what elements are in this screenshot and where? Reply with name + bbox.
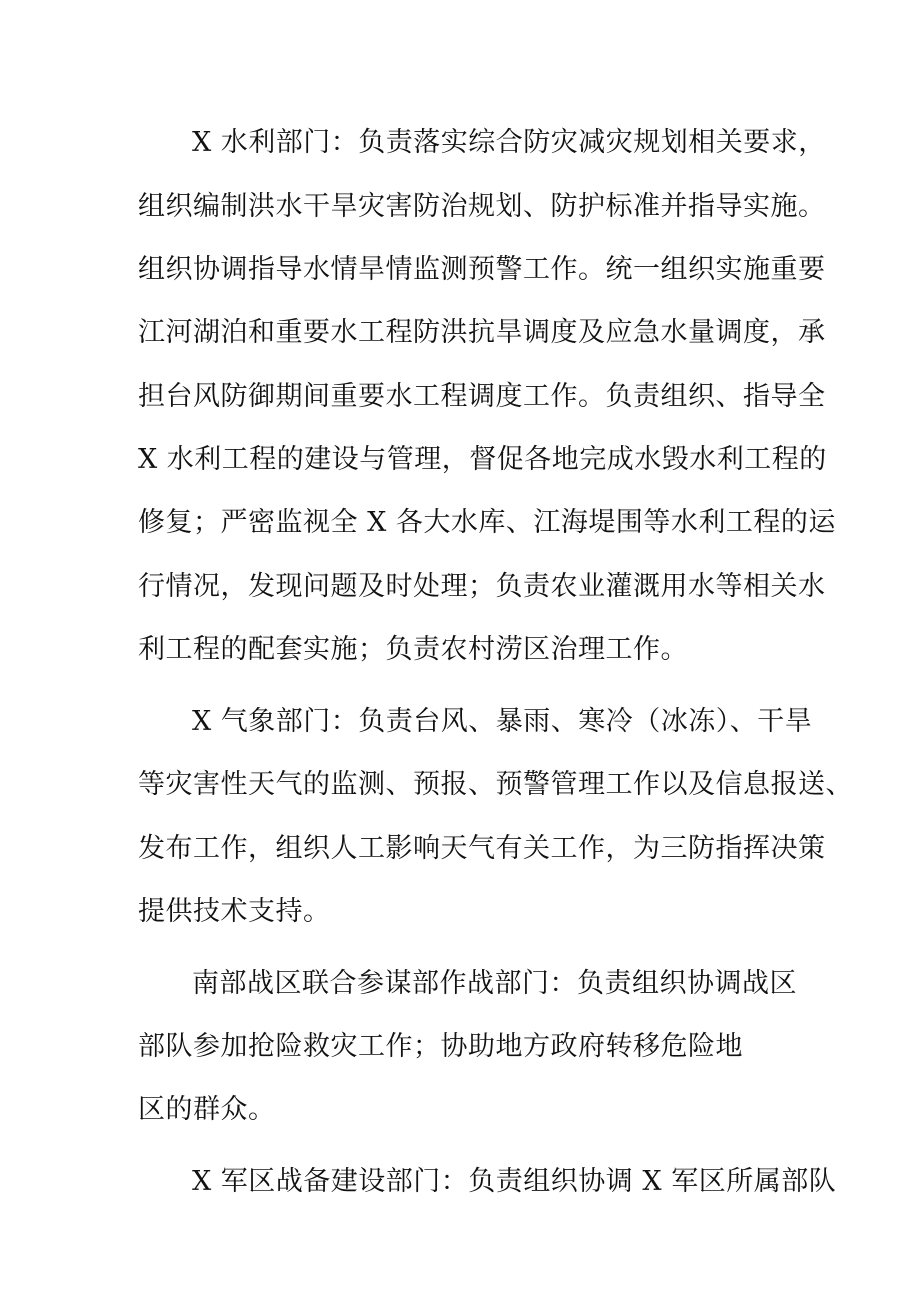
- paragraph-1-line-3: 组织协调指导水情旱情监测预警工作。统一组织实施重要: [138, 254, 826, 285]
- paragraph-2-line-2: 等灾害性天气的监测、预报、预警管理工作以及信息报送、: [138, 769, 853, 800]
- paragraph-3-line-3: 区的群众。: [138, 1094, 276, 1125]
- paragraph-1-line-6: X 水利工程的建设与管理，督促各地完成水毁水利工程的: [138, 444, 827, 475]
- paragraph-1-line-9: 利工程的配套实施；负责农村涝区治理工作。: [138, 634, 688, 665]
- paragraph-1-line-1: X 水利部门：负责落实综合防灾减灾规划相关要求，: [192, 127, 826, 158]
- paragraph-1-line-4: 江河湖泊和重要水工程防洪抗旱调度及应急水量调度，承: [138, 317, 826, 348]
- paragraph-2-line-3: 发布工作，组织人工影响天气有关工作，为三防指挥决策: [138, 833, 826, 864]
- paragraph-3-line-2: 部队参加抢险救灾工作；协助地方政府转移危险地: [138, 1031, 743, 1062]
- paragraph-4-line-1: X 军区战备建设部门：负责组织协调 X 军区所属部队: [192, 1166, 837, 1197]
- paragraph-1-line-5: 担台风防御期间重要水工程调度工作。负责组织、指导全: [138, 381, 826, 412]
- paragraph-1-line-8: 行情况，发现问题及时处理；负责农业灌溉用水等相关水: [138, 571, 826, 602]
- paragraph-3-line-1: 南部战区联合参谋部作战部门：负责组织协调战区: [192, 968, 797, 999]
- paragraph-1-line-7: 修复；严密监视全 X 各大水库、江海堤围等水利工程的运: [138, 507, 836, 538]
- paragraph-2-line-4: 提供技术支持。: [138, 896, 331, 927]
- paragraph-1-line-2: 组织编制洪水干旱灾害防治规划、防护标准并指导实施。: [138, 191, 826, 222]
- paragraph-2-line-1: X 气象部门：负责台风、暴雨、寒冷（冰冻）、干旱: [192, 706, 813, 737]
